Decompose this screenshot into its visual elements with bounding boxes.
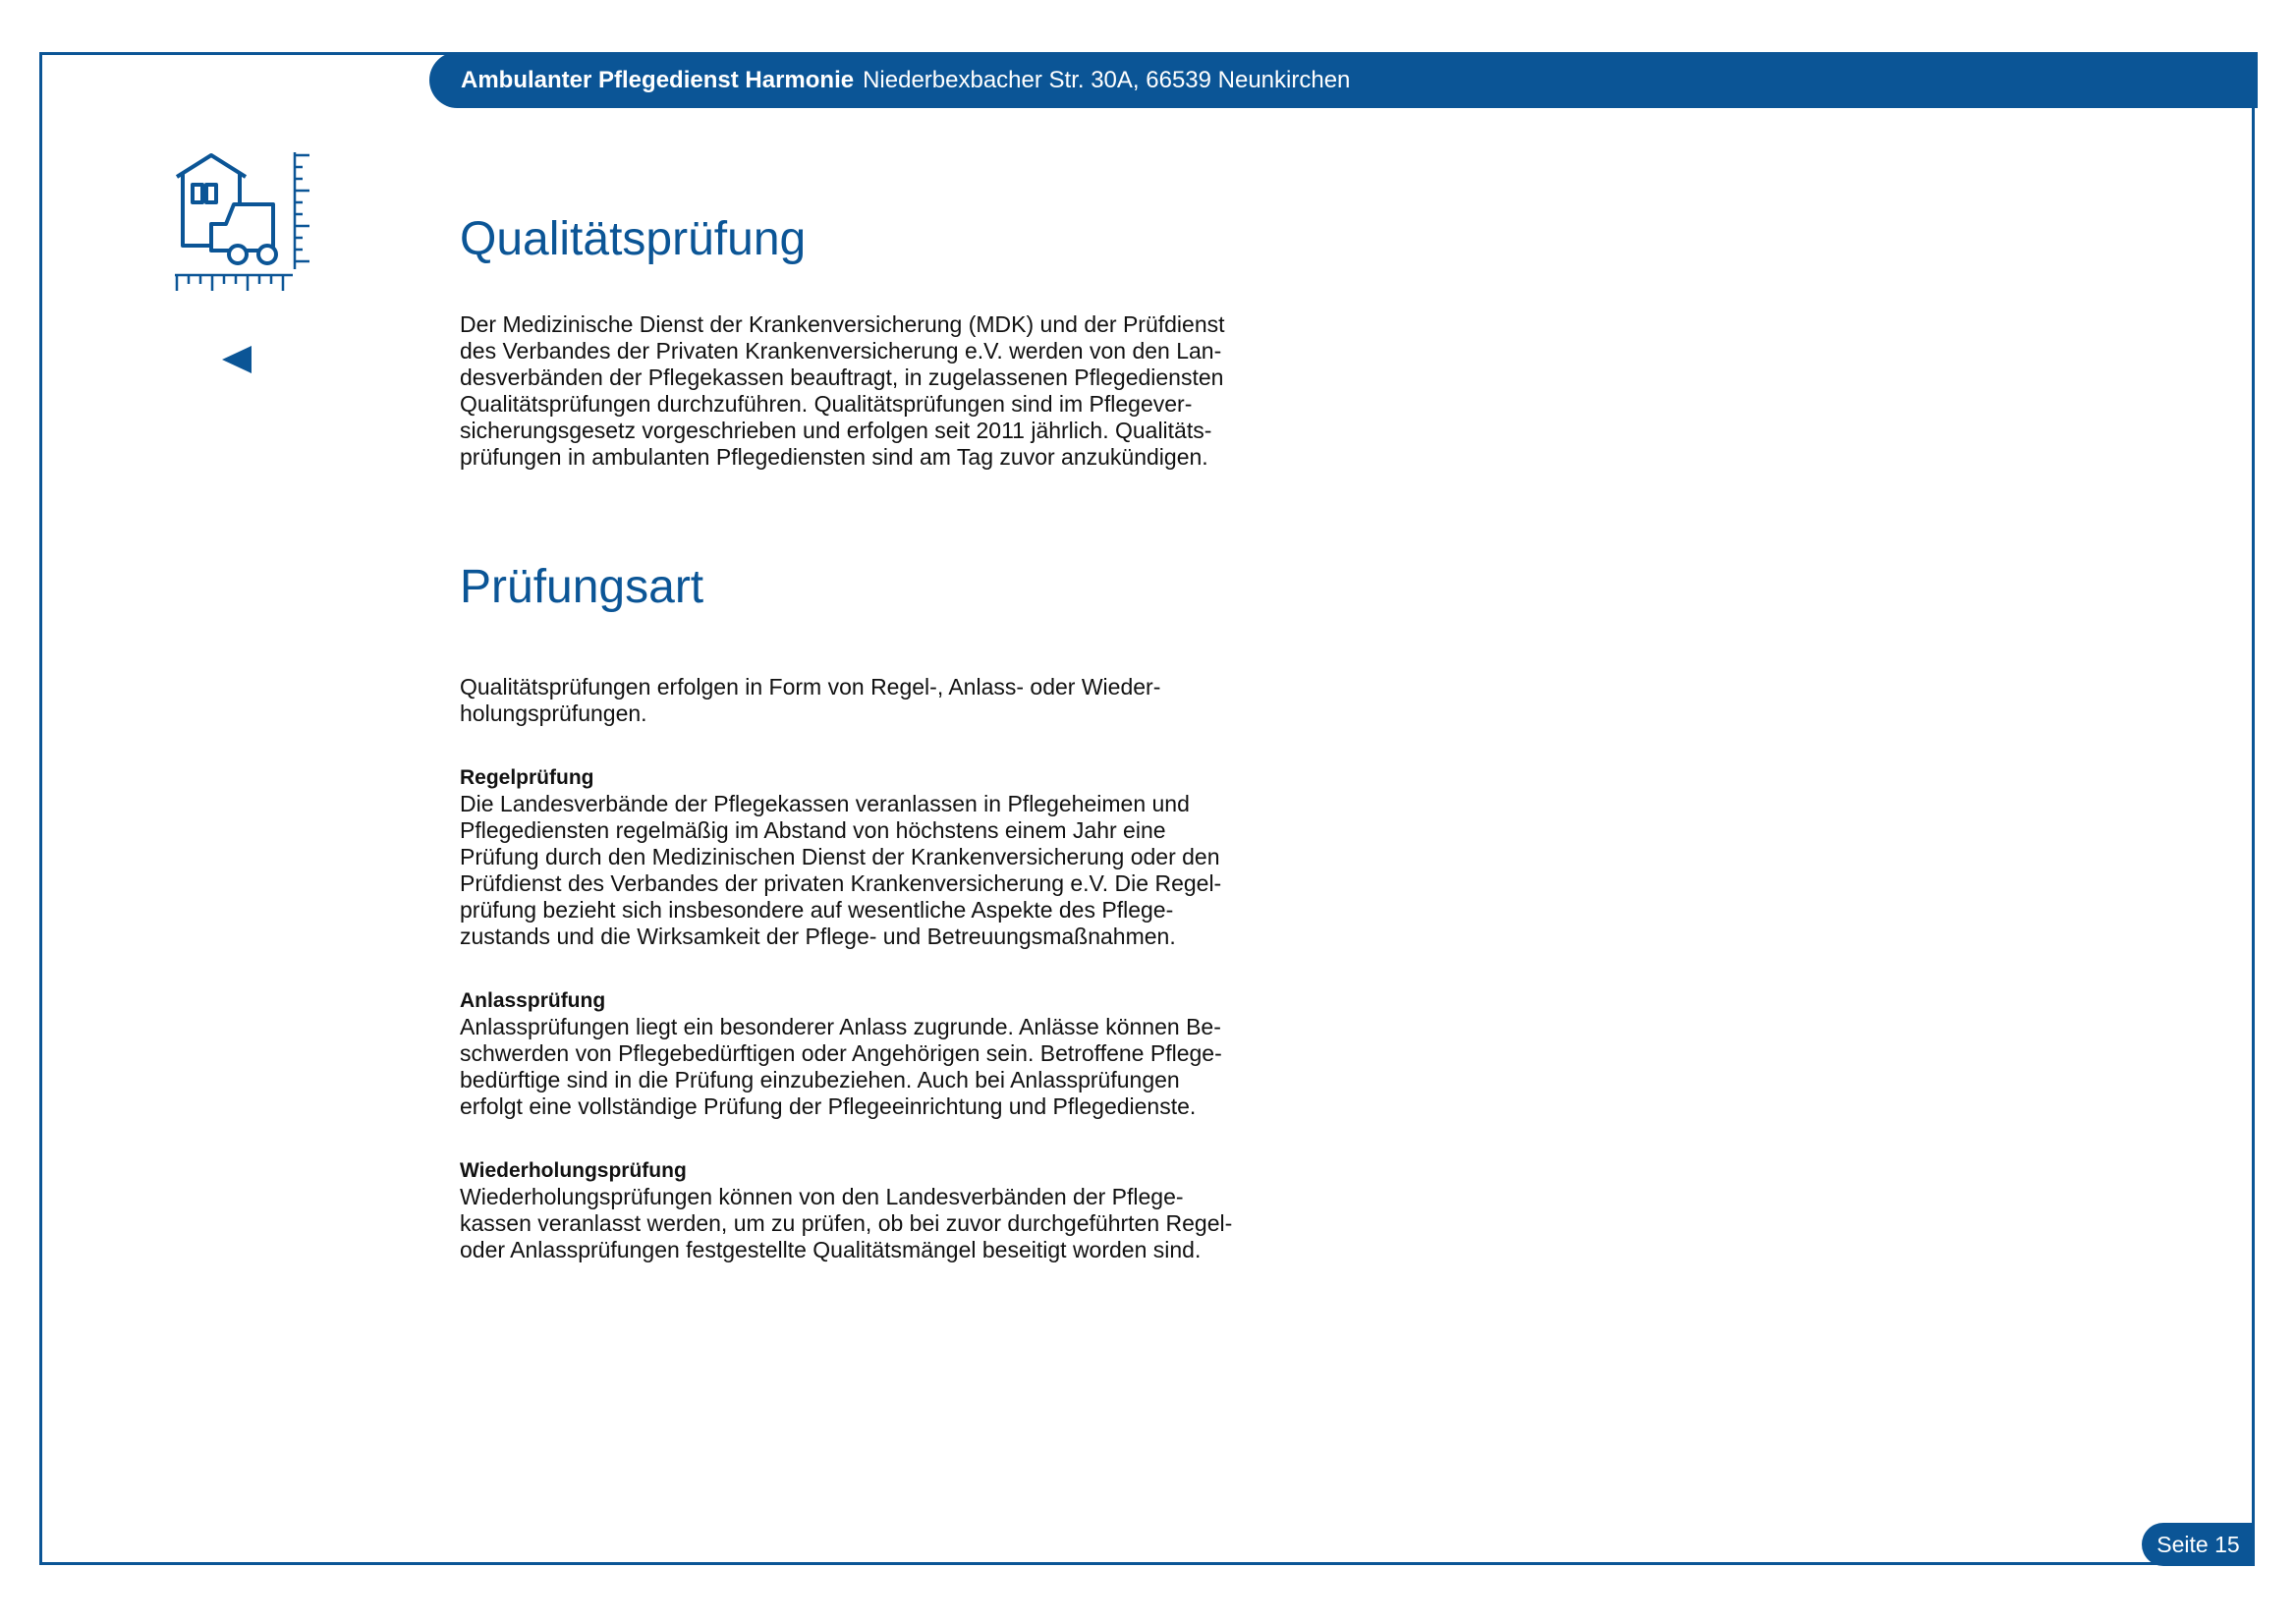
text-line: desverbänden der Pflegekassen beauftragt, in zugelassenen Pflegediensten <box>460 364 1224 390</box>
page-number-badge: Seite 15 <box>2142 1523 2255 1566</box>
section-title-pruefungsart: Prüfungsart <box>460 560 704 613</box>
text-line: prüfung bezieht sich insbesondere auf wesentliche Aspekte des Pflege- <box>460 897 1174 924</box>
text-line: kassen veranlasst werden, um zu prüfen, ob bei zuvor durchgeführten Regel- <box>460 1210 1233 1237</box>
house-car-ruler-icon <box>167 147 324 300</box>
text-line: Der Medizinische Dienst der Krankenversicherung (MDK) und der Prüfdienst <box>460 310 1225 337</box>
subheading-regelpruefung: Regelprüfung <box>460 766 594 790</box>
paragraph-anlasspruefung <box>460 1014 1265 1120</box>
text-line: Qualitätsprüfungen erfolgen in Form von Regel-, Anlass- oder Wieder- <box>460 674 1161 700</box>
text-line: des Verbandes der Privaten Krankenversicherung e.V. werden von den Lan- <box>460 337 1222 364</box>
text-line: Pflegediensten regelmäßig im Abstand von höchstens einem Jahr eine <box>460 817 1166 844</box>
header-org-name: Ambulanter Pflegedienst Harmonie <box>461 66 855 93</box>
main-content <box>460 211 1265 1263</box>
header-bar <box>429 52 2258 108</box>
text-line: erfolgt eine vollständige Prüfung der Pflegeeinrichtung und Pflegedienste. <box>460 1093 1197 1120</box>
text-line: sicherungsgesetz vorgeschrieben und erfolgen seit 2011 jährlich. Qualitäts- <box>460 417 1212 443</box>
paragraph-pruefungsart <box>460 674 1265 727</box>
text-line: schwerden von Pflegebedürftigen oder Angehörigen sein. Betroffene Pflege- <box>460 1040 1222 1067</box>
text-line: oder Anlassprüfungen festgestellte Qualitätsmängel beseitigt worden sind. <box>460 1237 1202 1263</box>
subheading-anlasspruefung: Anlassprüfung <box>460 989 606 1013</box>
text-line: Anlassprüfungen liegt ein besonderer Anlass zugrunde. Anlässe können Be- <box>460 1014 1221 1040</box>
text-line: zustands und die Wirksamkeit der Pflege- und Betreuungsmaßnahmen. <box>460 924 1176 950</box>
text-line: Die Landesverbände der Pflegekassen veranlassen in Pflegeheimen und <box>460 791 1190 817</box>
text-line: holungsprüfungen. <box>460 700 647 727</box>
text-line: Wiederholungsprüfungen können von den Landesverbänden der Pflege- <box>460 1184 1184 1210</box>
back-arrow-icon[interactable] <box>220 344 253 375</box>
text-line: Qualitätsprüfungen durchzuführen. Qualitätsprüfungen sind im Pflegever- <box>460 390 1193 417</box>
text-line: bedürftige sind in die Prüfung einzubeziehen. Auch bei Anlassprüfungen <box>460 1067 1180 1093</box>
paragraph-regelpruefung <box>460 791 1265 950</box>
text-line: Prüfdienst des Verbandes der privaten Krankenversicherung e.V. Die Regel- <box>460 870 1222 897</box>
text-line: prüfungen in ambulanten Pflegediensten sind am Tag zuvor anzukündigen. <box>460 443 1208 470</box>
section-title-qualitaetspruefung: Qualitätsprüfung <box>460 213 807 265</box>
header-address: Niederbexbacher Str. 30A, 66539 Neunkirchen <box>863 66 1351 93</box>
text-line: Prüfung durch den Medizinischen Dienst der Krankenversicherung oder den <box>460 844 1220 870</box>
subheading-wiederholungspruefung: Wiederholungsprüfung <box>460 1159 687 1183</box>
paragraph-wiederholungspruefung <box>460 1184 1265 1263</box>
paragraph-qualitaetspruefung <box>460 311 1265 471</box>
